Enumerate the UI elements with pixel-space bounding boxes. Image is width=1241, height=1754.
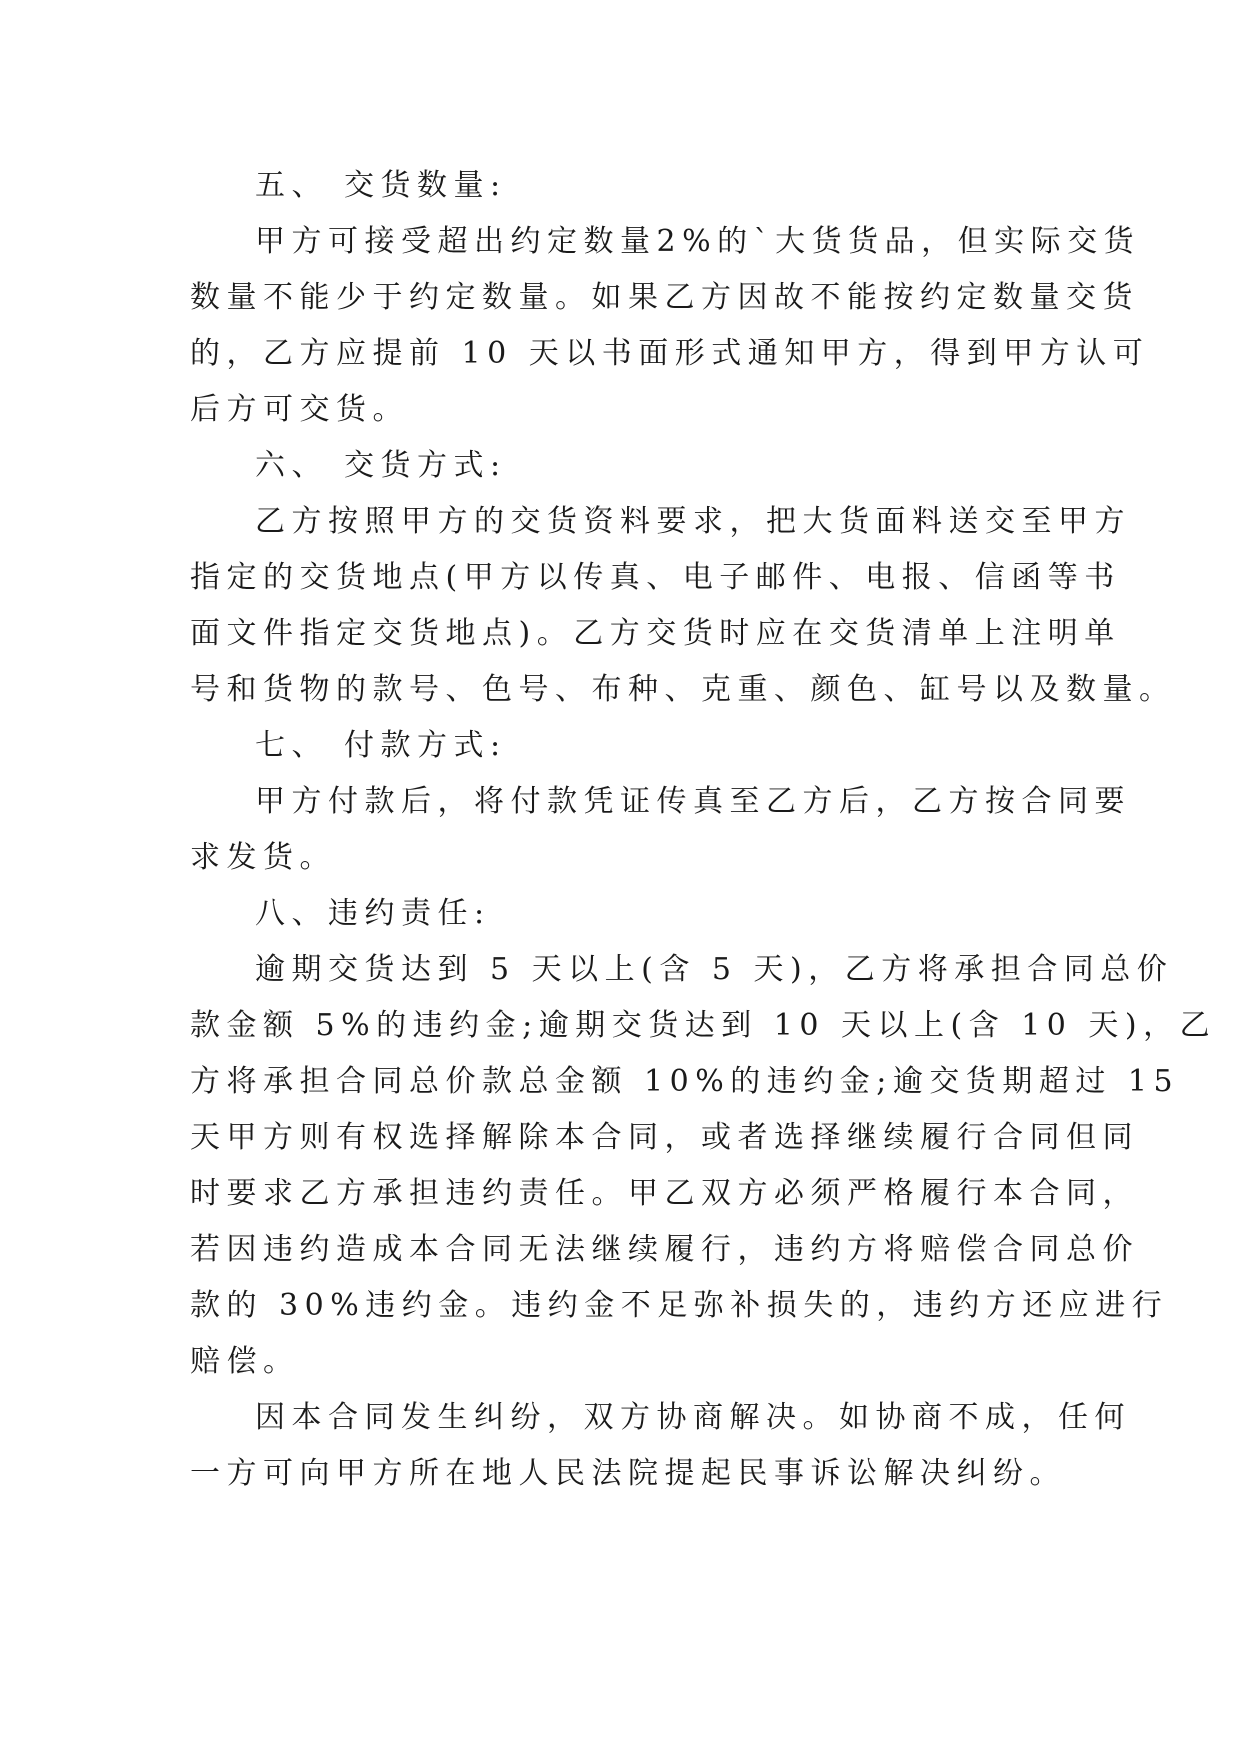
section-5-line-2: 数量不能少于约定数量。如果乙方因故不能按约定数量交货 [190, 280, 1139, 315]
section-7-line-1: 甲方付款后，将付款凭证传真至乙方后，乙方按合同要 [255, 784, 1131, 819]
dispute-line-2: 一方可向甲方所在地人民法院提起民事诉讼解决纠纷。 [190, 1456, 1066, 1491]
section-8-line-6: 若因违约造成本合同无法继续履行，违约方将赔偿合同总价 [190, 1232, 1139, 1267]
section-7-heading: 七、 付款方式: [255, 728, 507, 763]
dispute-line-1: 因本合同发生纠纷，双方协商解决。如协商不成，任何 [255, 1400, 1131, 1435]
section-8-line-3: 方将承担合同总价款总金额 10%的违约金;逾交货期超过 15 [190, 1064, 1180, 1099]
section-7-line-2: 求发货。 [190, 840, 336, 875]
section-6-line-1: 乙方按照甲方的交货资料要求，把大货面料送交至甲方 [255, 504, 1131, 539]
section-8-line-4: 天甲方则有权选择解除本合同，或者选择继续履行合同但同 [190, 1120, 1139, 1155]
section-5-line-4: 后方可交货。 [190, 392, 409, 427]
section-6-line-4: 号和货物的款号、色号、布种、克重、颜色、缸号以及数量。 [190, 672, 1176, 707]
section-8-line-2: 款金额 5%的违约金;逾期交货达到 10 天以上(含 10 天)，乙 [190, 1008, 1217, 1043]
section-5-heading: 五、 交货数量: [255, 168, 507, 203]
section-8-line-1: 逾期交货达到 5 天以上(含 5 天)，乙方将承担合同总价 [255, 952, 1174, 987]
section-5-line-3: 的，乙方应提前 10 天以书面形式通知甲方，得到甲方认可 [190, 336, 1150, 371]
section-6-line-3: 面文件指定交货地点)。乙方交货时应在交货清单上注明单 [190, 616, 1121, 651]
section-8-heading: 八、违约责任: [255, 896, 491, 931]
section-8-line-8: 赔偿。 [190, 1344, 300, 1379]
section-8-line-5: 时要求乙方承担违约责任。甲乙双方必须严格履行本合同， [190, 1176, 1139, 1211]
section-6-heading: 六、 交货方式: [255, 448, 507, 483]
section-5-line-1: 甲方可接受超出约定数量2%的`大货货品，但实际交货 [255, 224, 1141, 259]
section-8-line-7: 款的 30%违约金。违约金不足弥补损失的，违约方还应进行 [190, 1288, 1169, 1323]
section-6-line-2: 指定的交货地点(甲方以传真、电子邮件、电报、信函等书 [190, 560, 1121, 595]
